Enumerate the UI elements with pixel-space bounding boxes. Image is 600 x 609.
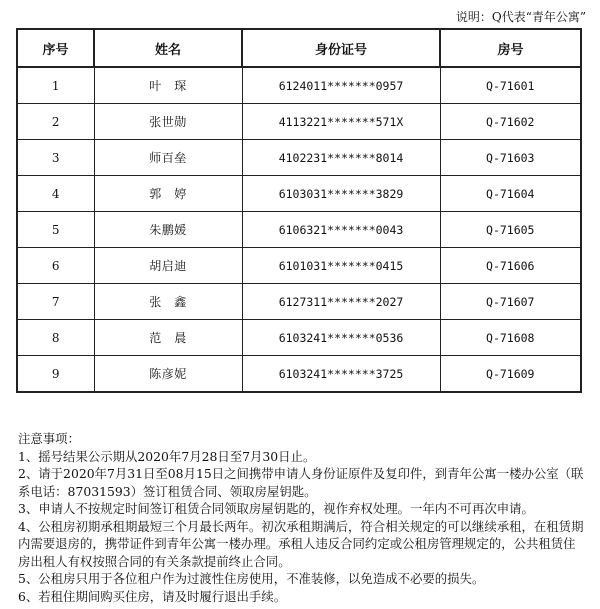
note-item-3: 3、申请人不按规定时间签订租赁合同领取房屋钥匙的，视作弃权处理。一年内不可再次申请。 <box>18 501 534 516</box>
notes-title: 注意事项： <box>18 431 80 446</box>
room-number-cell: Q-71608 <box>440 320 581 356</box>
name-cell: 师百垒 <box>94 140 242 176</box>
serial-cell: 5 <box>17 212 94 248</box>
header-serial: 序号 <box>17 29 94 67</box>
serial-cell: 9 <box>17 356 94 393</box>
room-number-cell: Q-71601 <box>440 67 581 104</box>
name-cell: 叶 琛 <box>94 67 242 104</box>
serial-cell: 8 <box>17 320 94 356</box>
notes-section <box>18 430 586 605</box>
serial-cell: 1 <box>17 67 94 104</box>
name-cell: 张世勋 <box>94 104 242 140</box>
id-number-cell: 4102231*******8014 <box>242 140 440 176</box>
table-row <box>17 356 581 393</box>
table-row <box>17 320 581 356</box>
note-item-1: 1、摇号结果公示期从2020年7月28日至7月30日止。 <box>18 448 316 464</box>
table-header-row <box>17 29 581 67</box>
table-row <box>17 176 581 212</box>
room-number-cell: Q-71602 <box>440 104 581 140</box>
room-number-cell: Q-71605 <box>440 212 581 248</box>
header-id-number: 身份证号 <box>242 29 440 67</box>
header-room-number: 房号 <box>440 29 581 67</box>
id-number-cell: 6103241*******0536 <box>242 320 440 356</box>
room-number-cell: Q-71609 <box>440 356 581 393</box>
note-item-6: 6、若租住期间购买住房，请及时履行退出手续。 <box>18 588 287 604</box>
table-row <box>17 67 581 104</box>
room-number-cell: Q-71607 <box>440 284 581 320</box>
serial-cell: 3 <box>17 140 94 176</box>
table-row <box>17 212 581 248</box>
id-number-cell: 6106321*******0043 <box>242 212 440 248</box>
table-row <box>17 140 581 176</box>
id-number-cell: 4113221*******571X <box>242 104 440 140</box>
id-number-cell: 6103031*******3829 <box>242 176 440 212</box>
name-cell: 郭 婷 <box>94 176 242 212</box>
name-cell: 张 鑫 <box>94 284 242 320</box>
name-cell: 朱鹏媛 <box>94 212 242 248</box>
allocation-table <box>16 28 582 393</box>
serial-cell: 6 <box>17 248 94 284</box>
name-cell: 陈彦妮 <box>94 356 242 393</box>
serial-cell: 7 <box>17 284 94 320</box>
table-row <box>17 104 581 140</box>
table-row <box>17 248 581 284</box>
name-cell: 胡启迪 <box>94 248 242 284</box>
id-number-cell: 6127311*******2027 <box>242 284 440 320</box>
header-name: 姓名 <box>94 29 242 67</box>
legend-note: 说明：Q代表“青年公寓” <box>455 10 586 24</box>
id-number-cell: 6101031*******0415 <box>242 248 440 284</box>
id-number-cell: 6103241*******3725 <box>242 356 440 393</box>
serial-cell: 4 <box>17 176 94 212</box>
note-item-5: 5、公租房只用于各位租户作为过渡性住房使用，不准装修，以免造成不必要的损失。 <box>18 571 485 586</box>
note-item-2: 2、请于2020年7月31日至08月15日之间携带申请人身份证原件及复印件，到青年公寓一楼办公室（联系电话：87031593）签订租赁合同、领取房屋钥匙。 <box>18 466 584 499</box>
serial-cell: 2 <box>17 104 94 140</box>
note-item-4: 4、公租房初期承租期最短三个月最长两年。初次承租期满后，符合相关规定的可以继续承租，在租赁期内需要退房的，携带证件到青年公寓一楼办理。承租人违反合同约定或公租房管理规定的，公共租赁住房出租人有权按照合同的有关条款提前终止合同。 <box>18 518 584 569</box>
id-number-cell: 6124011*******0957 <box>242 67 440 104</box>
room-number-cell: Q-71603 <box>440 140 581 176</box>
room-number-cell: Q-71606 <box>440 248 581 284</box>
name-cell: 范 晨 <box>94 320 242 356</box>
table-row <box>17 284 581 320</box>
room-number-cell: Q-71604 <box>440 176 581 212</box>
